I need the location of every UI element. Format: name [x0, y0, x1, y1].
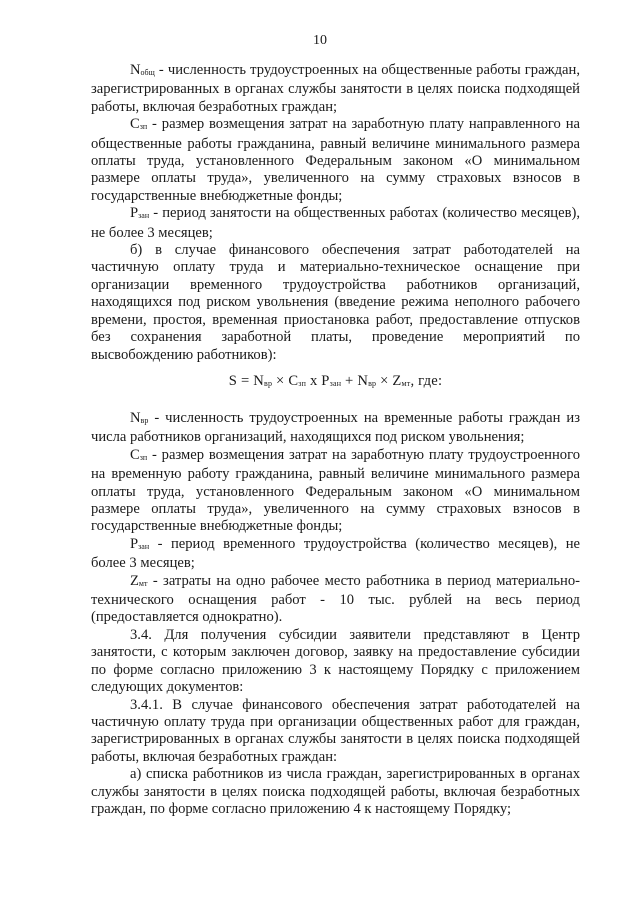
- symbol-subscript: мт: [138, 578, 148, 588]
- formula-block: [91, 373, 580, 392]
- formula-part: × Z: [376, 373, 402, 389]
- symbol: Р: [130, 205, 139, 222]
- definition-text: - численность трудоустроенных на общественные работы граждан, зарегистрированных в органах службы занятости в целях поиска подходящей работы, включая безработных граждан;: [91, 62, 580, 115]
- definition-text: - период занятости на общественных работах (количество месяцев), не более 3 месяцев;: [91, 205, 580, 241]
- symbol-subscript: вр: [140, 416, 149, 425]
- definition-c-zp-2: [91, 447, 580, 536]
- symbol: Р: [130, 535, 139, 552]
- definition-text: - затраты на одно рабочее место работника в период материально-технического оснащения работ - 10 тыс. рублей на весь период (предоставляется однократно).: [91, 572, 580, 626]
- definition-n-obsch: [91, 62, 580, 116]
- definition-p-zan: [91, 205, 580, 242]
- symbol: С: [130, 446, 140, 463]
- paragraph-3-4: 3.4. Для получения субсидии заявители представляют в Центр занятости, с которым заключен договор, заявку на предоставление субсидии по форме согласно приложению 3 к настоящему Порядку с приложением следующих документов:: [91, 626, 580, 696]
- formula-subscript: вр: [368, 379, 377, 388]
- symbol-subscript: зп: [139, 452, 148, 462]
- symbol: С: [130, 116, 140, 133]
- formula-subscript: зп: [298, 379, 307, 388]
- definition-text: - период временного трудоустройства (количество месяцев), не более 3 месяцев;: [91, 535, 580, 572]
- definition-text: - размер возмещения затрат на заработную плату направленного на общественные работы гражданина, равный величине минимального размера оплаты труда, установленного Федеральным законом «О минимальном размере оплаты труда», увеличенного на сумму страховых взносов в государственные внебюджетные фонды;: [91, 116, 580, 204]
- definitions-block-2: [91, 410, 580, 818]
- symbol-subscript: зан: [138, 211, 150, 221]
- definition-p-zan-2: [91, 536, 580, 573]
- symbol: N: [130, 62, 141, 78]
- formula: [91, 373, 580, 392]
- definition-z-mt: [91, 573, 580, 627]
- symbol-subscript: общ: [140, 68, 155, 77]
- symbol-subscript: зп: [139, 122, 148, 132]
- definition-c-zp: [91, 116, 580, 205]
- formula-subscript: вр: [264, 379, 273, 388]
- formula-part: + N: [341, 373, 369, 389]
- symbol: N: [130, 410, 141, 426]
- item-a: а) списка работников из числа граждан, зарегистрированных в органах службы занятости в целях поиска подходящей работы, включая безработных граждан, по форме согласно приложению 4 к настоящему Порядку;: [91, 766, 580, 817]
- symbol-subscript: зан: [138, 541, 150, 551]
- formula-part: х Р: [306, 373, 330, 389]
- definition-text: - численность трудоустроенных на временные работы граждан из числа работников организаций, находящихся под риском увольнения;: [91, 410, 580, 446]
- formula-subscript: мт: [401, 379, 411, 388]
- definitions-block-1: [91, 62, 580, 364]
- formula-part: × С: [272, 373, 299, 389]
- formula-tail: , где:: [410, 373, 443, 389]
- symbol: Z: [130, 572, 139, 589]
- definition-text: - размер возмещения затрат на заработную плату трудоустроенного на временную работу гражданина, равный величине минимального размера оплаты труда, установленного Федеральным законом «О минимальном размере оплаты труда», увеличенного на сумму страховых взносов в государственные внебюджетные фонды;: [91, 446, 580, 535]
- definition-n-vr: [91, 410, 580, 447]
- formula-lhs: S: [228, 373, 238, 389]
- page-number: 10: [313, 33, 327, 48]
- formula-subscript: зан: [329, 379, 342, 388]
- paragraph-3-4-1: 3.4.1. В случае финансового обеспечения затрат работодателей на частичную оплату труда при организации общественных работ для граждан, зарегистрированных в органах службы занятости в целях поиска подходящей работы, включая безработных граждан:: [91, 696, 580, 765]
- clause-b: б) в случае финансового обеспечения затрат работодателей на частичную оплату труда и материально-техническое оснащение при организации временного трудоустройства работников организаций, находящихся под риском увольнения (введение режима неполного рабочего времени, простоя, временная приостановка работ, предоставление отпусков без сохранения заработной платы, проведение мероприятий по высвобождению работников):: [91, 242, 580, 363]
- formula-part: = N: [237, 373, 264, 389]
